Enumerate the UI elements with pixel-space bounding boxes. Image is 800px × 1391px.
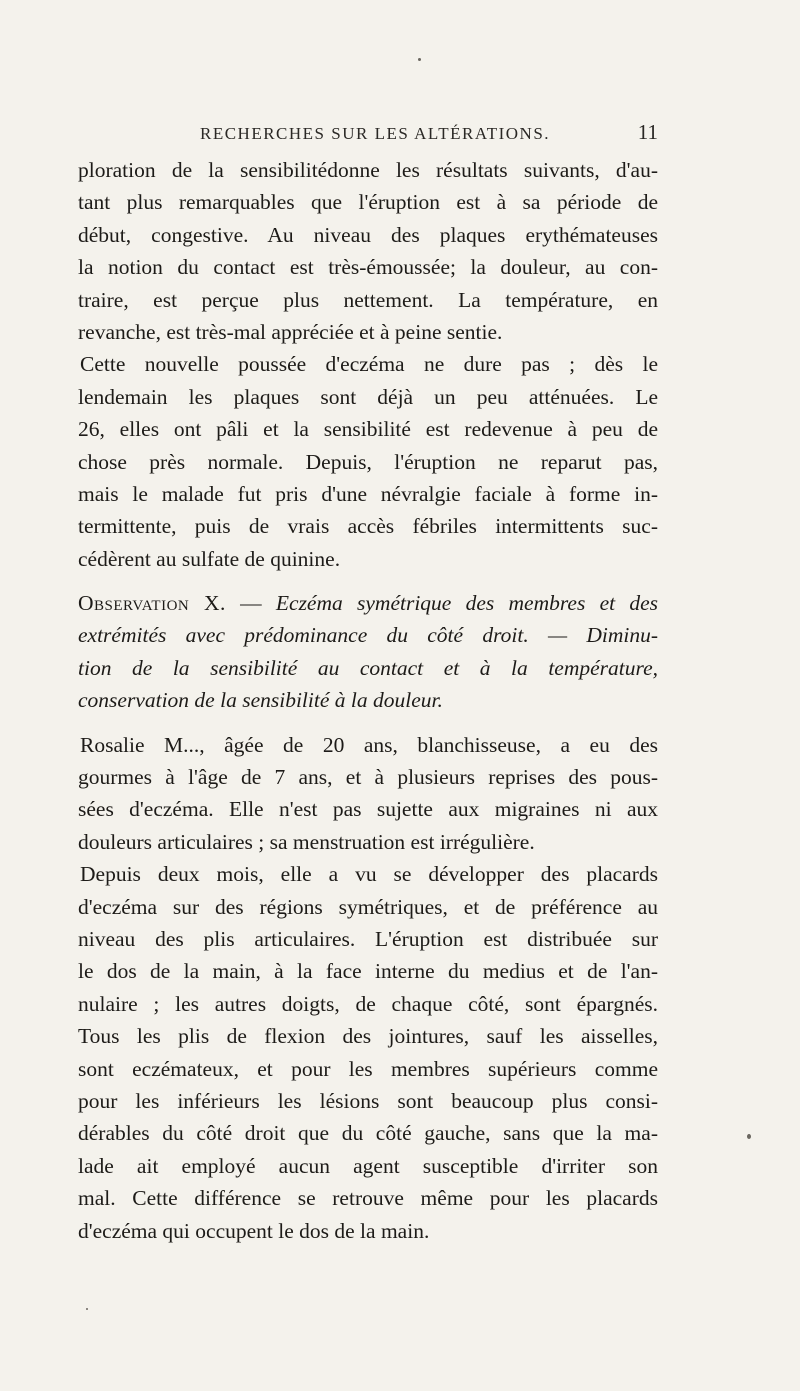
paragraph: [78, 729, 658, 859]
text-line: traire, est perçue plus nettement. La température, en: [78, 287, 658, 312]
text-line: sont eczémateux, et pour les membres supérieurs comme: [78, 1056, 658, 1081]
text-line: lendemain les plaques sont déjà un peu atténuées. Le: [78, 384, 658, 409]
text-line: chose près normale. Depuis, l'éruption ne reparut pas,: [78, 449, 658, 474]
paragraph: [78, 154, 658, 348]
page-number: 11: [637, 120, 658, 144]
text-line: la notion du contact est très-émoussée; la douleur, au con-: [78, 255, 658, 280]
text-line: sées d'eczéma. Elle n'est pas sujette aux migraines ni aux: [78, 797, 658, 822]
observation-dash: —: [225, 591, 276, 616]
paragraph: [78, 858, 658, 1247]
text-line: lade ait employé aucun agent susceptible d'irriter son: [78, 1153, 658, 1178]
observation-title-line: conservation de la sensibilité à la douleur.: [78, 688, 443, 713]
ink-speck: [418, 58, 421, 61]
text-line: 26, elles ont pâli et la sensibilité est redevenue à peu de: [78, 417, 658, 442]
text-line: cédèrent au sulfate de quinine.: [78, 546, 341, 571]
ink-speck: [86, 1308, 88, 1310]
text-line: Depuis deux mois, elle a vu se développer des placards: [80, 862, 658, 887]
observation-title-line: extrémités avec prédominance du côté droit. — Diminu-: [78, 623, 658, 648]
text-line: début, congestive. Au niveau des plaques erythémateuses: [78, 222, 658, 247]
page-header: [78, 120, 658, 150]
text-line: termittente, puis de vrais accès fébriles intermittents suc-: [78, 514, 658, 539]
text-line: pour les inférieurs les lésions sont beaucoup plus consi-: [78, 1088, 658, 1113]
text-line: revanche, est très-mal appréciée et à peine sentie.: [78, 319, 503, 344]
text-line: [78, 587, 658, 619]
paragraph-gap: [78, 717, 658, 729]
text-line: d'eczéma qui occupent le dos de la main.: [78, 1218, 430, 1243]
observation-title-line: tion de la sensibilité au contact et à la température,: [78, 655, 658, 680]
text-line: mal. Cette différence se retrouve même pour les placards: [78, 1186, 658, 1211]
text-line: niveau des plis articulaires. L'éruption est distribuée sur: [78, 926, 658, 951]
ink-speck: [747, 1134, 751, 1139]
text-line: dérables du côté droit que du côté gauche, sans que la ma-: [78, 1121, 658, 1146]
text-line: gourmes à l'âge de 7 ans, et à plusieurs reprises des pous-: [78, 765, 658, 790]
text-line: tant plus remarquables que l'éruption est à sa période de: [78, 190, 658, 215]
text-line: le dos de la main, à la face interne du medius et de l'an-: [78, 959, 658, 984]
paragraph-gap: [78, 575, 658, 587]
text-line: Tous les plis de flexion des jointures, sauf les aisselles,: [78, 1024, 658, 1049]
text-line: douleurs articulaires ; sa menstruation est irrégulière.: [78, 829, 535, 854]
page-body: [78, 154, 658, 1247]
text-line: ploration de la sensibilitédonne les résultats suivants, d'au-: [78, 158, 658, 182]
text-line: Rosalie M..., âgée de 20 ans, blanchisseuse, a eu des: [80, 732, 658, 757]
paragraph: [78, 348, 658, 575]
observation-label: Observation X.: [78, 591, 226, 616]
observation-title-line: Eczéma symétrique des membres et des: [275, 591, 658, 616]
text-line: mais le malade fut pris d'une névralgie faciale à forme in-: [78, 481, 658, 506]
running-title: RECHERCHES SUR LES ALTÉRATIONS.: [200, 124, 551, 143]
text-line: d'eczéma sur des régions symétriques, et de préférence au: [78, 894, 658, 919]
observation-heading: [78, 587, 658, 717]
text-line: Cette nouvelle poussée d'eczéma ne dure pas ; dès le: [80, 352, 658, 377]
text-line: nulaire ; les autres doigts, de chaque côté, sont épargnés.: [78, 991, 658, 1016]
